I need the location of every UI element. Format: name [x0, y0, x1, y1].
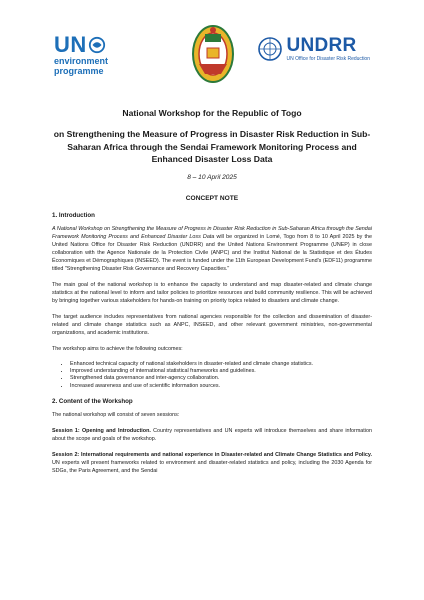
intro-paragraph-3: The target audience includes representatives from national agencies responsible for the collection and dissemination of disaster-related and climate change statistics such as ANPC, INSEED, and other relevant government ministries, non-governmental organizations, and academic institutions.	[52, 313, 372, 336]
section-heading-introduction: 1. Introduction	[52, 211, 95, 219]
document-body	[52, 108, 372, 483]
undrr-logo	[257, 36, 370, 62]
unep-logo-line2: programme	[54, 66, 104, 76]
intro-paragraph-1-text: will be organized in Lomé, Togo from 8 to 10 April 2025 by the United Nations Office for Disaster Risk Reduction (UNDRR) and the United Nations Environment Programme (UNEP) in close collaboration with the Agence Nationale de la Protection Civile (ANPC) and the Institut National de la Statistique et des Études Économiques et Démographiques (INSEED). The event is funded under the 11th European Development Fund's (EDF11) programme titled "Strengthening Disaster Risk Governance and Recovery Capacities."	[52, 233, 372, 272]
section-heading-content: 2. Content of the Workshop	[52, 398, 133, 406]
undrr-logo-subtitle: UN Office for Disaster Risk Reduction	[286, 56, 370, 62]
document-subtitle: on Strengthening the Measure of Progress in Disaster Risk Reduction in Sub-Saharan Africa through the Sendai Framework Monitoring Process and Enhanced Disaster Loss Data	[53, 129, 371, 164]
unep-logo	[54, 34, 108, 76]
session-2-paragraph	[52, 451, 372, 475]
document-title: National Workshop for the Republic of Togo	[122, 108, 302, 118]
list-item: • Strengthened data governance and inter-agency collaboration.	[70, 375, 372, 382]
list-item: • Enhanced technical capacity of national stakeholders in disaster-related and climate change statistics.	[70, 361, 372, 368]
session-1-text: Country representatives and UN experts will introduce themselves and share information about the scope and goals of the workshop.	[52, 428, 372, 443]
list-item: • Improved understanding of international statistical frameworks and guidelines.	[70, 368, 372, 375]
un-emblem-icon	[257, 36, 283, 62]
intro-paragraph-4: The workshop aims to achieve the following outcomes:	[52, 345, 183, 352]
concept-note-heading: CONCEPT NOTE	[185, 194, 239, 202]
unep-logo-line1: environment	[54, 56, 109, 66]
content-intro: The national workshop will consist of seven sessions:	[52, 412, 180, 419]
list-item: • Increased awareness and use of scientific information sources.	[70, 383, 372, 390]
intro-paragraph-2: The main goal of the national workshop is to enhance the capacity to understand and map disaster-related and climate change statistics at the national level to inform and tailor policies to prioritize resources and build community resilience. This will be achieved by bringing together various stakeholders for hands-on training on priority topics related to disasters and climate change.	[52, 281, 372, 304]
togo-coat-of-arms	[191, 24, 235, 89]
unep-logo-name: UN	[54, 32, 87, 57]
undrr-logo-name: UNDRR	[286, 35, 357, 56]
intro-paragraph-1	[52, 225, 372, 273]
session-1-paragraph	[52, 427, 372, 443]
session-2-title: Session 2: International requirements and national experience in Disaster-related and Climate Change Statistics and Policy.	[52, 452, 372, 459]
un-emblem-icon	[88, 36, 106, 54]
session-1-title: Session 1: Opening and Introduction.	[52, 428, 151, 435]
workshop-name-italic: A National Workshop on Strengthening the Measure of Progress in Disaster Risk Reduction in Sub-Saharan Africa through the Sendai Framework Monitoring Process and Enhanced Disaster Loss Data	[52, 225, 372, 240]
workshop-dates: 8 – 10 April 2025	[187, 173, 237, 181]
session-2-text: UN experts will present frameworks related to environment and disaster-related statistics and policy, including the 2030 Agenda for SDGs, the Paris Agreement, and the Sendai	[52, 460, 372, 475]
header-logos	[54, 24, 370, 84]
outcomes-list	[52, 361, 372, 391]
